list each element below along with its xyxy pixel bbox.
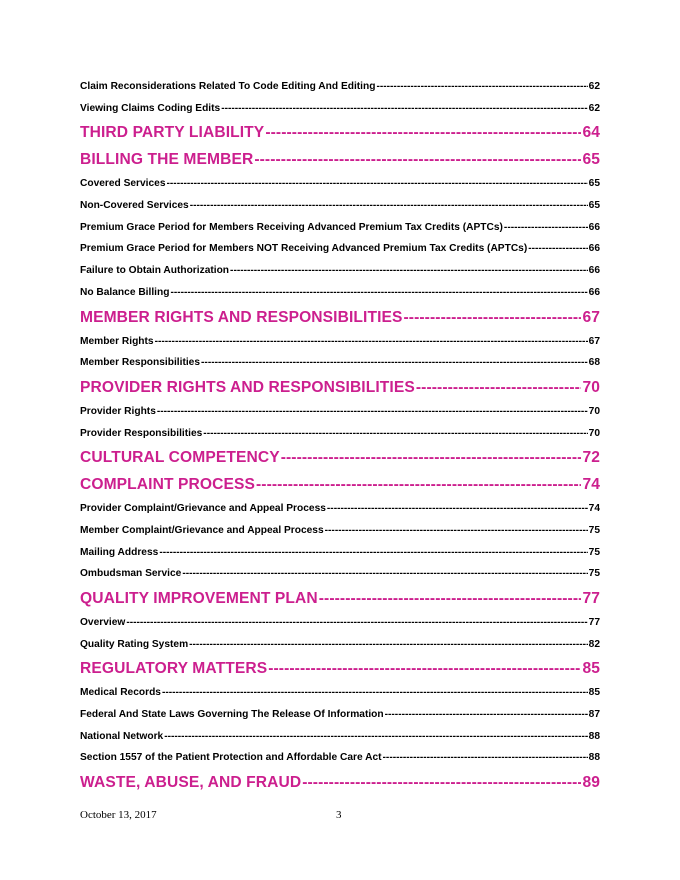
toc-entry[interactable]: [80, 331, 600, 353]
dot-leader: [126, 612, 587, 634]
footer-page-number: 3: [336, 809, 342, 821]
toc-page-number: 82: [588, 638, 600, 650]
toc-entry[interactable]: [80, 401, 600, 423]
toc-page-number: 65: [588, 200, 600, 212]
toc-page-number: 65: [588, 178, 600, 190]
toc-entry-title: Non-Covered Services: [80, 200, 189, 212]
toc-entry-title: QUALITY IMPROVEMENT PLAN: [80, 590, 318, 607]
dot-leader: [221, 98, 587, 120]
toc-entry[interactable]: [80, 217, 600, 239]
dot-leader: [404, 304, 582, 331]
dot-leader: [319, 585, 582, 612]
toc-page-number: 89: [582, 774, 600, 792]
toc-entry-title: National Network: [80, 730, 164, 742]
dot-leader: [170, 282, 587, 304]
toc-entry[interactable]: [80, 612, 600, 634]
toc-entry[interactable]: [80, 747, 600, 769]
toc-page-number: 67: [582, 308, 600, 326]
toc-entry-title: Mailing Address: [80, 546, 159, 558]
toc-entry-title: Premium Grace Period for Members Receiving Advanced Premium Tax Credits (APTCs): [80, 221, 503, 233]
toc-entry[interactable]: [80, 98, 600, 120]
toc-page-number: 67: [588, 335, 600, 347]
toc-page-number: 64: [582, 124, 600, 142]
toc-entry-title: Overview: [80, 617, 126, 628]
toc-entry-title: WASTE, ABUSE, AND FRAUD: [80, 774, 302, 792]
toc-entry[interactable]: [80, 726, 600, 748]
toc-entry-title: Section 1557 of the Patient Protection and Affordable Care Act: [80, 752, 382, 764]
dot-leader: [201, 352, 588, 374]
toc-page-number: 66: [588, 221, 600, 233]
dot-leader: [302, 769, 581, 796]
table-of-contents: [80, 76, 600, 796]
toc-entry-title: Quality Rating System: [80, 638, 189, 650]
dot-leader: [159, 542, 587, 564]
toc-entry-title: THIRD PARTY LIABILITY: [80, 124, 265, 142]
dot-leader: [256, 471, 581, 498]
dot-leader: [157, 401, 588, 423]
toc-section-heading[interactable]: [80, 374, 600, 401]
toc-page-number: 77: [588, 617, 600, 628]
dot-leader: [230, 260, 588, 282]
dot-leader: [504, 217, 588, 239]
toc-entry-title: BILLING THE MEMBER: [80, 151, 254, 169]
dot-leader: [268, 655, 581, 682]
dot-leader: [162, 682, 588, 704]
dot-leader: [182, 563, 587, 585]
toc-entry-title: Provider Rights: [80, 405, 156, 417]
toc-entry-title: COMPLAINT PROCESS: [80, 476, 255, 494]
toc-entry-title: Viewing Claims Coding Edits: [80, 102, 221, 114]
dot-leader: [203, 423, 587, 445]
dot-leader: [383, 747, 588, 769]
toc-entry-title: No Balance Billing: [80, 286, 170, 298]
toc-entry-title: Claim Reconsiderations Related To Code Editing And Editing: [80, 81, 376, 92]
toc-page-number: 66: [588, 243, 600, 255]
toc-page-number: 85: [588, 687, 600, 699]
toc-entry-title: Medical Records: [80, 687, 161, 699]
toc-page-number: 75: [588, 568, 600, 580]
dot-leader: [281, 444, 582, 471]
toc-entry[interactable]: [80, 195, 600, 217]
toc-entry-title: Member Complaint/Grievance and Appeal Process: [80, 524, 324, 536]
toc-page-number: 74: [588, 503, 600, 515]
dot-leader: [190, 195, 588, 217]
toc-entry-title: CULTURAL COMPETENCY: [80, 449, 280, 467]
toc-entry[interactable]: [80, 542, 600, 564]
toc-page-number: 88: [588, 752, 600, 764]
toc-section-heading[interactable]: [80, 444, 600, 471]
dot-leader: [376, 76, 587, 98]
toc-page-number: 75: [588, 546, 600, 558]
toc-entry[interactable]: [80, 520, 600, 542]
toc-entry[interactable]: [80, 173, 600, 195]
toc-entry-title: Member Responsibilities: [80, 357, 201, 369]
toc-entry[interactable]: [80, 282, 600, 304]
toc-page-number: 66: [588, 286, 600, 298]
toc-entry-title: Ombudsman Service: [80, 568, 182, 580]
toc-page-number: 77: [582, 590, 600, 607]
toc-entry-title: Provider Responsibilities: [80, 427, 203, 439]
toc-entry[interactable]: [80, 682, 600, 704]
toc-entry[interactable]: [80, 423, 600, 445]
toc-section-heading[interactable]: [80, 655, 600, 682]
toc-entry-title: Premium Grace Period for Members NOT Receiving Advanced Premium Tax Credits (APTCs): [80, 243, 528, 255]
toc-entry[interactable]: [80, 260, 600, 282]
toc-entry-title: Federal And State Laws Governing The Release Of Information: [80, 709, 384, 721]
toc-entry[interactable]: [80, 76, 600, 98]
toc-entry[interactable]: [80, 238, 600, 260]
toc-page-number: 70: [588, 405, 600, 417]
dot-leader: [385, 704, 588, 726]
toc-section-heading[interactable]: [80, 471, 600, 498]
toc-page-number: 85: [582, 660, 600, 678]
toc-page-number: 62: [588, 81, 600, 92]
dot-leader: [327, 498, 588, 520]
dot-leader: [416, 374, 582, 401]
toc-entry-title: REGULATORY MATTERS: [80, 660, 268, 678]
dot-leader: [189, 634, 588, 656]
toc-entry[interactable]: [80, 498, 600, 520]
dot-leader: [167, 173, 588, 195]
toc-section-heading[interactable]: [80, 146, 600, 173]
toc-section-heading[interactable]: [80, 769, 600, 796]
footer-date: October 13, 2017: [80, 809, 157, 821]
toc-entry-title: Provider Complaint/Grievance and Appeal Process: [80, 503, 326, 515]
toc-page-number: 74: [582, 476, 600, 494]
dot-leader: [155, 331, 588, 353]
dot-leader: [528, 238, 587, 260]
toc-entry[interactable]: [80, 634, 600, 656]
toc-page-number: 66: [588, 265, 600, 277]
toc-entry[interactable]: [80, 352, 600, 374]
toc-section-heading[interactable]: [80, 304, 600, 331]
toc-page-number: 87: [588, 709, 600, 721]
toc-page-number: 68: [588, 357, 600, 369]
toc-entry-title: Member Rights: [80, 335, 154, 347]
toc-section-heading[interactable]: [80, 119, 600, 146]
toc-page-number: 70: [588, 427, 600, 439]
toc-page-number: 72: [582, 449, 600, 467]
dot-leader: [265, 119, 581, 146]
toc-entry[interactable]: [80, 563, 600, 585]
toc-entry-title: PROVIDER RIGHTS AND RESPONSIBILITIES: [80, 378, 415, 396]
toc-page-number: 88: [588, 730, 600, 742]
dot-leader: [164, 726, 587, 748]
toc-page-number: 62: [588, 102, 600, 114]
toc-entry[interactable]: [80, 704, 600, 726]
toc-entry-title: MEMBER RIGHTS AND RESPONSIBILITIES: [80, 308, 403, 326]
toc-page-number: 70: [582, 378, 600, 396]
toc-page-number: 75: [588, 524, 600, 536]
dot-leader: [325, 520, 588, 542]
toc-page-number: 65: [582, 151, 600, 169]
dot-leader: [254, 146, 581, 173]
toc-section-heading[interactable]: [80, 585, 600, 612]
toc-entry-title: Covered Services: [80, 178, 166, 190]
toc-entry-title: Failure to Obtain Authorization: [80, 265, 230, 277]
